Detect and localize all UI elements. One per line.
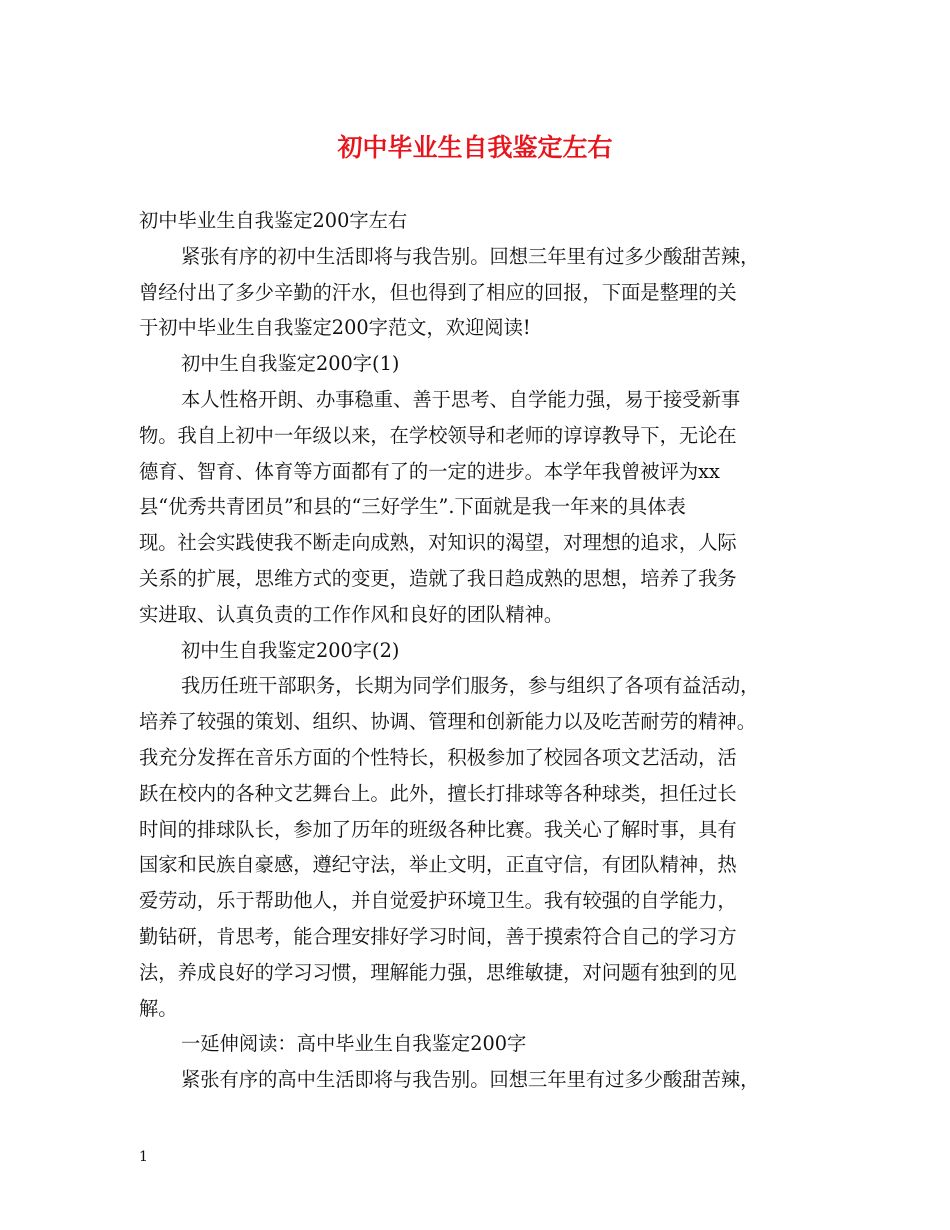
text-line: 现。社会实践使我不断走向成熟，对知识的渴望，对理想的追求，人际 (139, 531, 737, 555)
page-number: 1 (139, 1149, 148, 1165)
text-line: 德育、智育、体育等方面都有了的一定的进步。本学年我曾被评为xx (139, 459, 720, 483)
text-line: 爱劳动，乐于帮助他人，并自觉爱护环境卫生。我有较强的自学能力， (139, 889, 737, 913)
text-line: 培养了较强的策划、组织、协调、管理和创新能力以及吃苦耐劳的精神。 (139, 710, 756, 734)
text-line: 县“优秀共青团员”和县的“三好学生”.下面就是我一年来的具体表 (139, 495, 686, 519)
text-line: 法，养成良好的学习习惯，理解能力强，思维敏捷，对问题有独到的见 (139, 960, 737, 984)
document-title: 初中毕业生自我鉴定左右 (337, 133, 613, 162)
text-line: 跃在校内的各种文艺舞台上。此外，擅长打排球等各种球类，担任过长 (139, 781, 737, 805)
text-line: 紧张有序的初中生活即将与我告别。回想三年里有过多少酸甜苦辣， (181, 244, 760, 268)
text-line: 本人性格开朗、办事稳重、善于思考、自学能力强，易于接受新事 (181, 387, 741, 411)
text-line: 于初中毕业生自我鉴定200字范文，欢迎阅读! (139, 316, 531, 340)
text-line: 物。我自上初中一年级以来，在学校领导和老师的谆谆教导下，无论在 (139, 423, 737, 447)
text-line: 初中毕业生自我鉴定200字左右 (139, 209, 408, 232)
text-line: 一延伸阅读：高中毕业生自我鉴定200字 (181, 1032, 527, 1056)
text-line: 时间的排球队长，参加了历年的班级各种比赛。我关心了解时事，具有 (139, 817, 737, 841)
text-line: 紧张有序的高中生活即将与我告别。回想三年里有过多少酸甜苦辣， (181, 1068, 760, 1092)
text-line: 我充分发挥在音乐方面的个性特长，积极参加了校园各项文艺活动，活 (139, 745, 737, 769)
text-line: 曾经付出了多少辛勤的汗水，但也得到了相应的回报，下面是整理的关 (139, 280, 737, 304)
text-line: 初中生自我鉴定200字(1) (181, 352, 400, 376)
text-line: 解。 (139, 996, 178, 1020)
text-line: 初中生自我鉴定200字(2) (181, 638, 400, 662)
text-line: 我历任班干部职务，长期为同学们服务，参与组织了各项有益活动， (181, 674, 760, 698)
text-line: 勤钻研，肯思考，能合理安排好学习时间，善于摸索符合自己的学习方 (139, 924, 737, 948)
document-body (139, 203, 824, 1098)
text-line: 实进取、认真负责的工作作风和良好的团队精神。 (139, 602, 564, 626)
text-line: 关系的扩展，思维方式的变更，造就了我日趋成熟的思想，培养了我务 (139, 566, 737, 590)
text-line: 国家和民族自豪感，遵纪守法，举止文明，正直守信，有团队精神，热 (139, 853, 737, 877)
